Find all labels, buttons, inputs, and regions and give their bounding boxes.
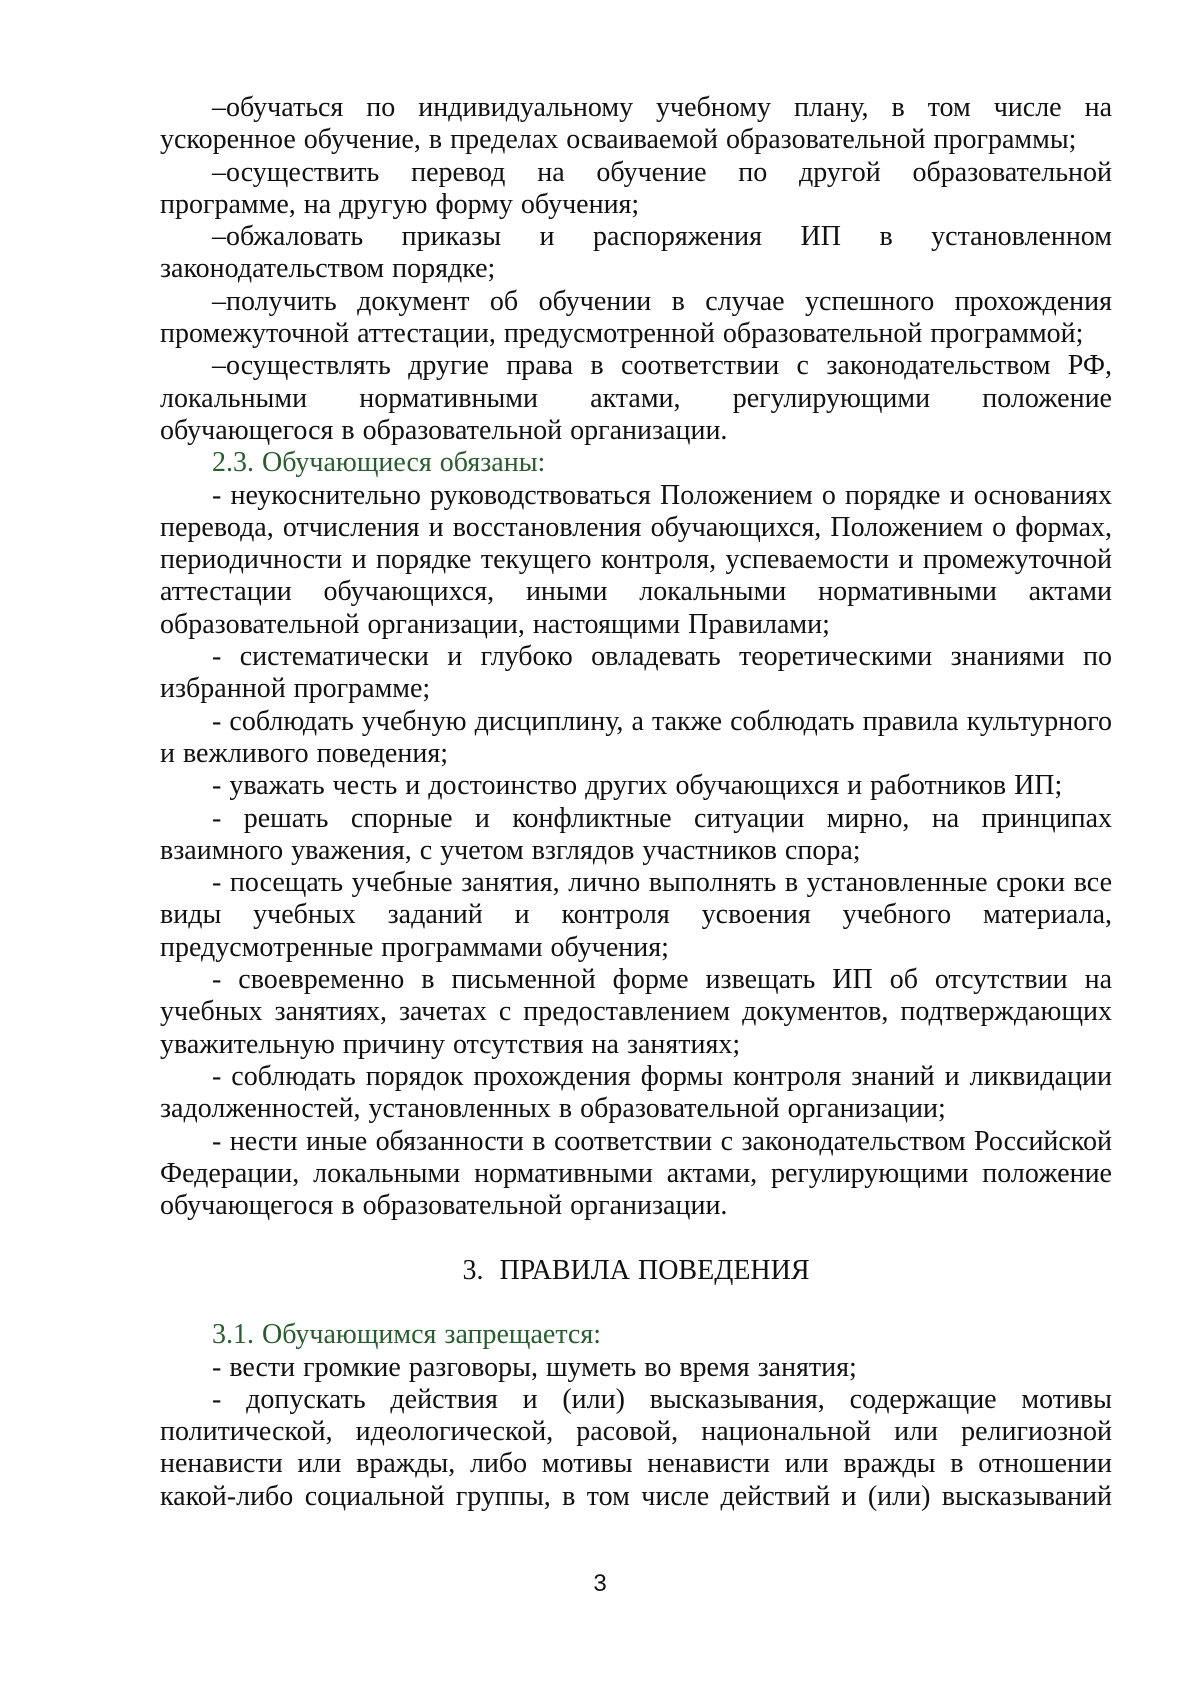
paragraph: –получить документ об обучении в случае успешного прохождения промежуточной аттестации, предусмотренной образовательной программой; [160,285,1112,350]
paragraph: –осуществить перевод на обучение по другой образовательной программе, на другую форму обучения; [160,156,1112,220]
paragraph: –обучаться по индивидуальному учебному плану, в том числе на ускоренное обучение, в пределах осваиваемой образовательной программы; [160,92,1112,156]
paragraph: - уважать честь и достоинство других обучающихся и работников ИП; [212,770,1063,802]
paragraph: - неукоснительно руководствоваться Положением о порядке и основаниях перевода, отчисления и восстановления обучающихся, Положением о формах, периодичности и порядке текущего контроля, успеваемости и промежуточной аттестации обучающихся, иными локальными нормативными актами образовательной организации, настоящими Правилами; [160,479,1112,640]
page-number: 3 [593,1570,607,1597]
paragraph: - своевременно в письменной форме извещать ИП об отсутствии на учебных занятиях, зачетах с предоставлением документов, подтверждающих уважительную причину отсутствия на занятиях; [160,964,1112,1060]
paragraph-continued: - допускать действия и (или) высказывания, содержащие мотивы политической, идеологической, расовой, национальной или религиозной ненависти или вражды, либо мотивы ненависти или вражды в отношении какой-либо социальной группы, в том числе действий и (или) высказываний [160,1383,1112,1512]
paragraph: - систематически и глубоко овладевать теоретическими знаниями по избранной программе; [160,641,1112,705]
section-heading: 2.3. Обучающиеся обязаны: [212,447,546,479]
paragraph: - вести громкие разговоры, шуметь во время занятия; [212,1351,857,1383]
document-body [160,92,1112,1513]
paragraph: - нести иные обязанности в соответствии с законодательством Российской Федерации, локальными нормативными актами, регулирующими положение обучающегося в образовательной организации. [160,1125,1112,1222]
paragraph: –обжаловать приказы и распоряжения ИП в установленном законодательством порядке; [160,221,1112,285]
paragraph: –осуществлять другие права в соответствии с законодательством РФ, локальными нормативными актами, регулирующими положение обучающегося в образовательной организации. [160,350,1112,446]
paragraph: - решать спорные и конфликтные ситуации мирно, на принципах взаимного уважения, с учетом взглядов участников спора; [160,802,1112,866]
chapter-heading: 3. ПРАВИЛА ПОВЕДЕНИЯ [462,1254,810,1286]
section-heading: 3.1. Обучающимся запрещается: [212,1319,602,1351]
paragraph: - соблюдать порядок прохождения формы контроля знаний и ликвидации задолженностей, установленных в образовательной организации; [160,1060,1112,1125]
paragraph: - соблюдать учебную дисциплину, а также соблюдать правила культурного и вежливого поведения; [160,705,1112,769]
paragraph: - посещать учебные занятия, лично выполнять в установленные сроки все виды учебных заданий и контроля усвоения учебного материала, предусмотренные программами обучения; [160,867,1112,963]
